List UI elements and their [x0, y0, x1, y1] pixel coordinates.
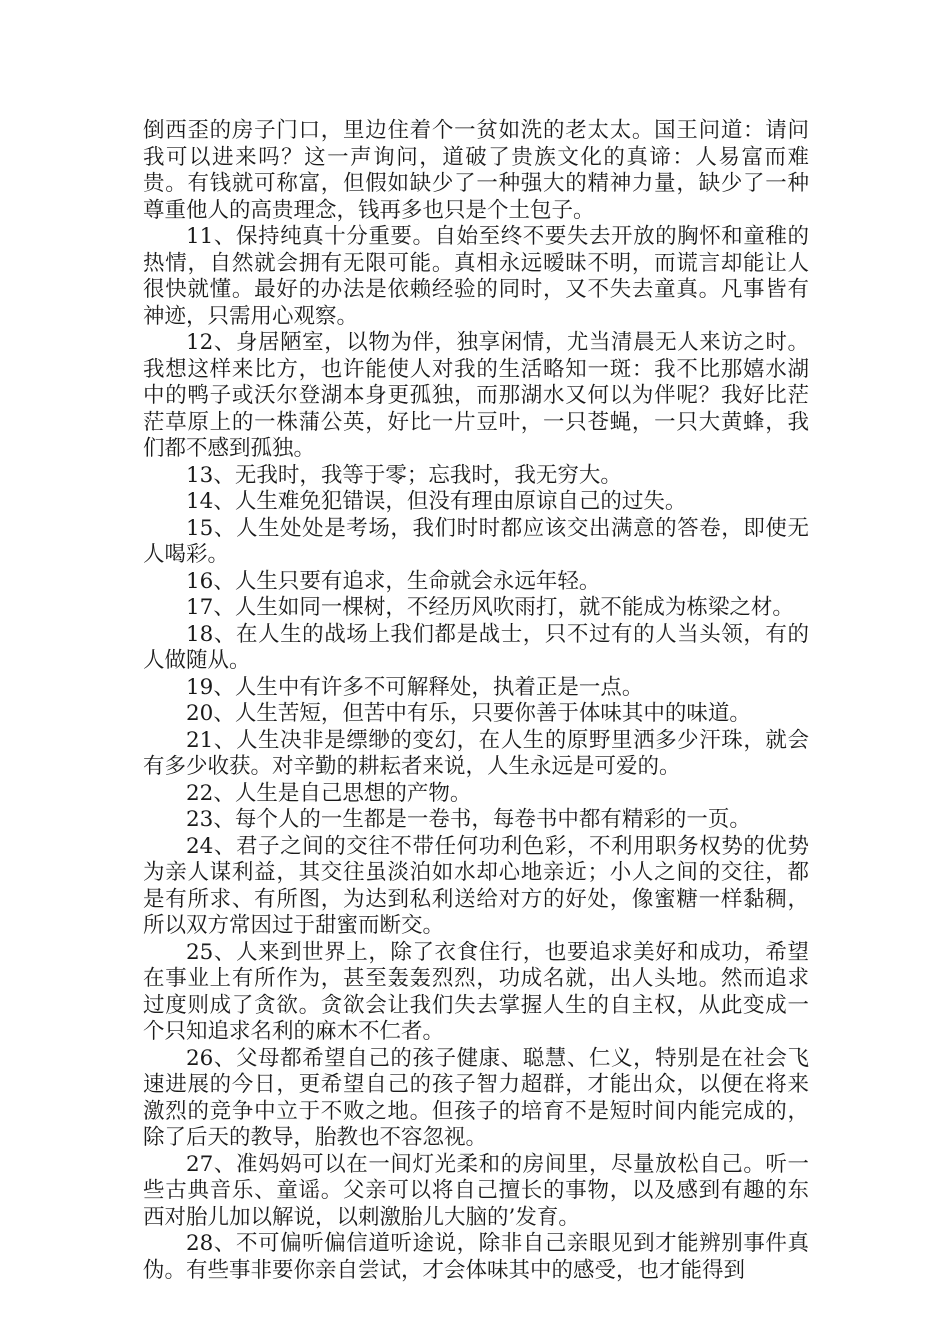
- paragraph-19: 19、人生中有许多不可解释处，执着正是一点。: [186, 674, 644, 700]
- paragraph-25: 25、人来到世界上，除了衣食住行，也要追求美好和成功，希望在事业上有所作为，甚至轰轰烈烈，功成名就，出人头地。然而追求过度则成了贪欲。贪欲会让我们失去掌握人生的自主权，从此变成一个只知追求名利的麻木不仁者。: [143, 939, 809, 1044]
- paragraph-continuation: 倒西歪的房子门口，里边住着个一贫如洗的老太太。国王问道：请问我可以进来吗？这一声询问，道破了贵族文化的真谛：人易富而难贵。有钱就可称富，但假如缺少了一种强大的精神力量，缺少了一种尊重他人的高贵理念，钱再多也只是个土包子。: [143, 118, 809, 223]
- document-page: [143, 118, 809, 1284]
- paragraph-12: 12、身居陋室，以物为伴，独享闲情，尤当清晨无人来访之时。我想这样来比方，也许能使人对我的生活略知一斑：我不比那嬉水湖中的鸭子或沃尔登湖本身更孤独，而那湖水又何以为伴呢？我好比茫茫草原上的一株蒲公英，好比一片豆叶，一只苍蝇，一只大黄蜂，我们都不感到孤独。: [143, 330, 809, 461]
- paragraph-16: 16、人生只要有追求，生命就会永远年轻。: [186, 568, 601, 594]
- paragraph-23: 23、每个人的一生都是一卷书，每卷书中都有精彩的一页。: [186, 807, 751, 832]
- paragraph-21: 21、人生决非是缥缈的变幻，在人生的原野里洒多少汗珠，就会有多少收获。对辛勤的耕耘者来说，人生永远是可爱的。: [143, 727, 809, 779]
- paragraph-18: 18、在人生的战场上我们都是战士，只不过有的人当头领，有的人做随从。: [143, 621, 809, 673]
- paragraph-14: 14、人生难免犯错误，但没有理由原谅自己的过失。: [186, 489, 687, 514]
- paragraph-26: 26、父母都希望自己的孩子健康、聪慧、仁义，特别是在社会飞速进展的今日，更希望自己的孩子智力超群，才能出众，以便在将来激烈的竞争中立于不败之地。但孩子的培育不是短时间内能完成的，除了后天的教导，胎教也不容忽视。: [143, 1045, 809, 1150]
- paragraph-24: 24、君子之间的交往不带任何功利色彩，不利用职务权势的优势为亲人谋利益，其交往虽淡泊如水却心地亲近；小人之间的交往，都是有所求、有所图，为达到私利送给对方的好处，像蜜糖一样黏稠，所以双方常因过于甜蜜而断交。: [143, 833, 809, 938]
- paragraph-15: 15、人生处处是考场，我们时时都应该交出满意的答卷，即使无人喝彩。: [143, 515, 809, 567]
- paragraph-17: 17、人生如同一棵树，不经历风吹雨打，就不能成为栋梁之材。: [186, 595, 794, 620]
- paragraph-27: 27、准妈妈可以在一间灯光柔和的房间里，尽量放松自己。听一些古典音乐、童谣。父亲可以将自己擅长的事物，以及感到有趣的东西对胎儿加以解说，以刺激胎儿大脑的’发育。: [143, 1151, 809, 1230]
- paragraph-28: 28、不可偏听偏信道听途说，除非自己亲眼见到才能辨别事件真伪。有些事非要你亲自尝试，才会体味其中的感受，也才能得到: [143, 1231, 809, 1283]
- paragraph-13: 13、无我时，我等于零；忘我时，我无穷大。: [186, 462, 622, 488]
- paragraph-20: 20、人生苦短，但苦中有乐，只要你善于体味其中的味道。: [186, 701, 751, 726]
- paragraph-22: 22、人生是自己思想的产物。: [186, 780, 472, 806]
- paragraph-11: 11、保持纯真十分重要。自始至终不要失去开放的胸怀和童稚的热情，自然就会拥有无限可能。真相永远暧昧不明，而谎言却能让人很快就懂。最好的办法是依赖经验的同时，又不失去童真。凡事皆有神迹，只需用心观察。: [143, 224, 809, 329]
